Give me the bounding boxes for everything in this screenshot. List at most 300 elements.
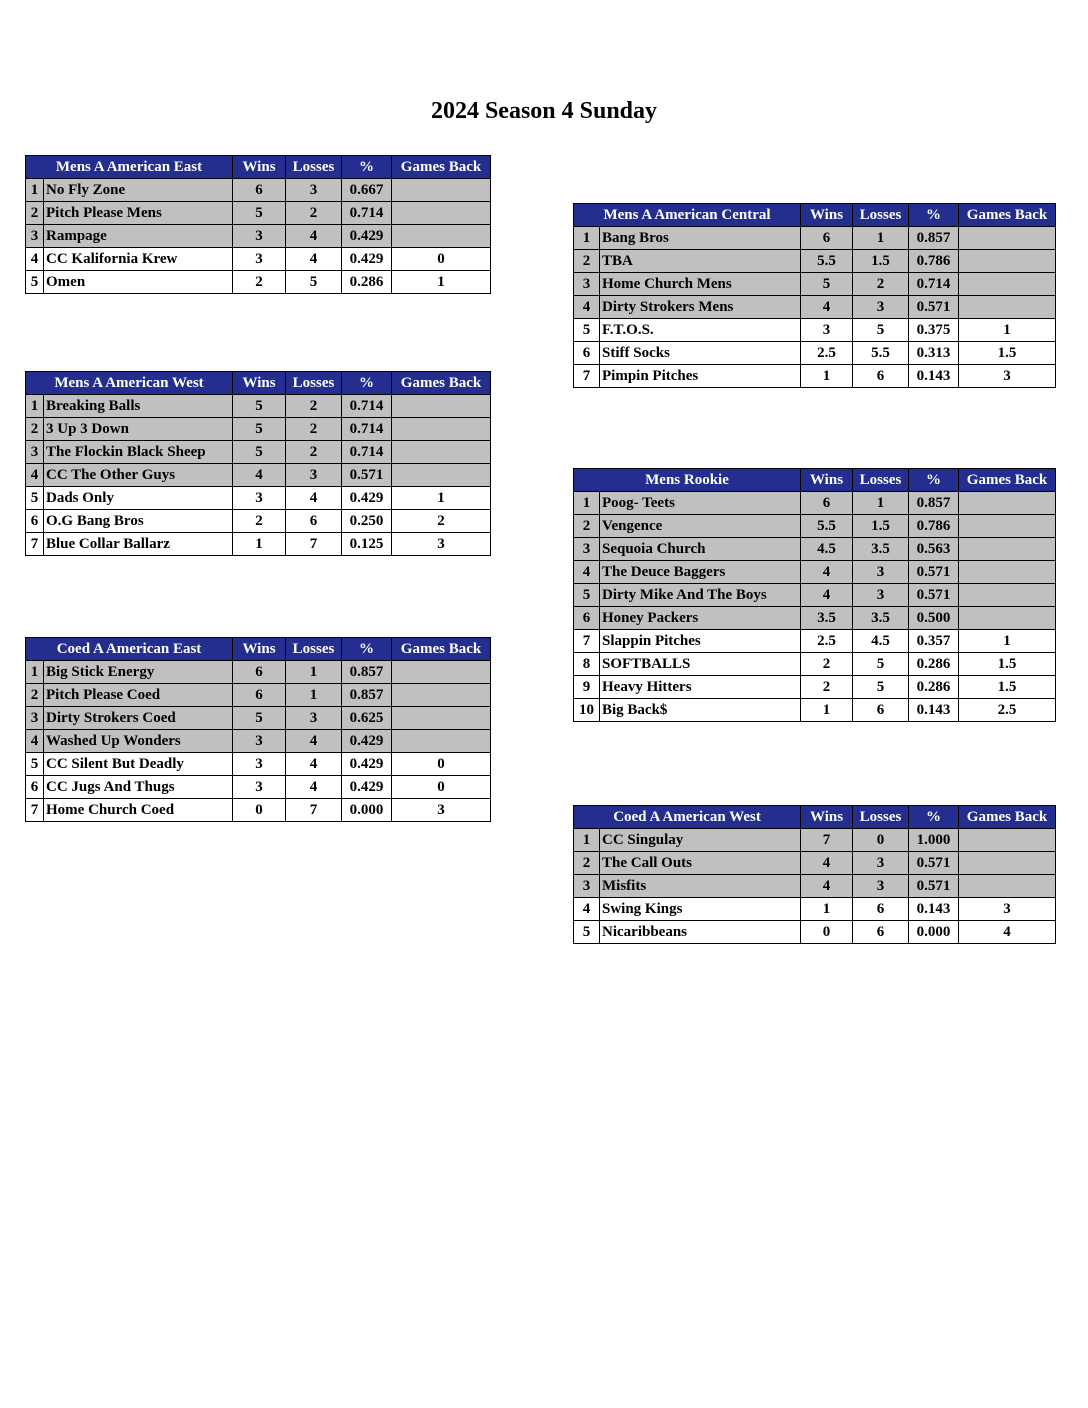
rank-cell: 5 [574, 921, 600, 944]
team-name-cell: SOFTBALLS [600, 653, 801, 676]
rank-cell: 3 [574, 273, 600, 296]
team-name-cell: Breaking Balls [44, 395, 233, 418]
pct-cell: 0.571 [909, 875, 959, 898]
team-name-cell: Slappin Pitches [600, 630, 801, 653]
team-row [574, 852, 1056, 875]
losses-cell: 1.5 [853, 250, 909, 273]
games-back-cell: 1.5 [959, 653, 1056, 676]
rank-cell: 2 [574, 515, 600, 538]
losses-cell: 5.5 [853, 342, 909, 365]
pct-cell: 0.786 [909, 250, 959, 273]
wins-cell: 3 [233, 730, 286, 753]
wins-cell: 3 [801, 319, 853, 342]
team-name-cell: Dads Only [44, 487, 233, 510]
pct-cell: 0.714 [342, 395, 392, 418]
standings-table-mens-a-american-west [25, 371, 491, 556]
team-row [574, 492, 1056, 515]
losses-cell: 1 [286, 661, 342, 684]
pct-cell: 0.286 [909, 676, 959, 699]
pct-cell: 0.313 [909, 342, 959, 365]
wins-cell: 1 [801, 898, 853, 921]
wins-cell: 1 [801, 365, 853, 388]
team-row [574, 875, 1056, 898]
page-title: 2024 Season 4 Sunday [430, 98, 658, 124]
pct-cell: 0.000 [342, 799, 392, 822]
losses-cell: 1 [286, 684, 342, 707]
rank-cell: 8 [574, 653, 600, 676]
table-title: Mens A American East [26, 156, 233, 179]
wins-cell: 5.5 [801, 515, 853, 538]
losses-cell: 3.5 [853, 607, 909, 630]
games-back-cell [392, 225, 491, 248]
rank-cell: 2 [26, 418, 44, 441]
table-title: Mens A American West [26, 372, 233, 395]
team-row [574, 365, 1056, 388]
team-name-cell: Vengence [600, 515, 801, 538]
team-name-cell: Rampage [44, 225, 233, 248]
column-header: Games Back [959, 469, 1056, 492]
rank-cell: 4 [26, 248, 44, 271]
column-header: Losses [853, 469, 909, 492]
games-back-cell [392, 464, 491, 487]
pct-cell: 0.000 [909, 921, 959, 944]
pct-cell: 0.857 [342, 661, 392, 684]
team-row [574, 607, 1056, 630]
losses-cell: 3 [853, 584, 909, 607]
wins-cell: 0 [233, 799, 286, 822]
team-name-cell: Bang Bros [600, 227, 801, 250]
games-back-cell: 0 [392, 248, 491, 271]
team-row [26, 487, 491, 510]
team-row [26, 661, 491, 684]
team-row [574, 676, 1056, 699]
pct-cell: 0.714 [909, 273, 959, 296]
team-name-cell: The Deuce Baggers [600, 561, 801, 584]
losses-cell: 3 [286, 707, 342, 730]
losses-cell: 1.5 [853, 515, 909, 538]
losses-cell: 4 [286, 487, 342, 510]
team-row [574, 898, 1056, 921]
pct-cell: 1.000 [909, 829, 959, 852]
rank-cell: 7 [26, 533, 44, 556]
team-name-cell: Pitch Please Mens [44, 202, 233, 225]
team-name-cell: 3 Up 3 Down [44, 418, 233, 441]
pct-cell: 0.571 [909, 852, 959, 875]
pct-cell: 0.143 [909, 898, 959, 921]
wins-cell: 5 [233, 418, 286, 441]
wins-cell: 2 [233, 271, 286, 294]
team-row [26, 441, 491, 464]
standings-table-coed-a-american-east [25, 637, 491, 822]
column-header: Losses [853, 806, 909, 829]
rank-cell: 1 [26, 179, 44, 202]
games-back-cell: 3 [392, 533, 491, 556]
pct-cell: 0.375 [909, 319, 959, 342]
rank-cell: 6 [574, 342, 600, 365]
team-name-cell: Stiff Socks [600, 342, 801, 365]
games-back-cell: 0 [392, 753, 491, 776]
rank-cell: 5 [574, 319, 600, 342]
team-name-cell: Misfits [600, 875, 801, 898]
rank-cell: 2 [26, 684, 44, 707]
losses-cell: 3 [853, 296, 909, 319]
wins-cell: 5 [233, 441, 286, 464]
team-name-cell: Omen [44, 271, 233, 294]
table-header-row [26, 372, 491, 395]
wins-cell: 2 [801, 676, 853, 699]
rank-cell: 7 [26, 799, 44, 822]
games-back-cell [959, 561, 1056, 584]
team-row [574, 273, 1056, 296]
team-name-cell: The Flockin Black Sheep [44, 441, 233, 464]
team-row [26, 179, 491, 202]
team-row [574, 227, 1056, 250]
table-header-row [574, 469, 1056, 492]
losses-cell: 6 [853, 699, 909, 722]
pct-cell: 0.571 [909, 296, 959, 319]
losses-cell: 7 [286, 799, 342, 822]
rank-cell: 4 [574, 296, 600, 319]
games-back-cell [392, 418, 491, 441]
pct-cell: 0.714 [342, 441, 392, 464]
team-row [26, 684, 491, 707]
team-row [26, 510, 491, 533]
pct-cell: 0.286 [342, 271, 392, 294]
team-name-cell: Poog- Teets [600, 492, 801, 515]
wins-cell: 6 [233, 179, 286, 202]
wins-cell: 3 [233, 248, 286, 271]
wins-cell: 7 [801, 829, 853, 852]
games-back-cell: 4 [959, 921, 1056, 944]
team-row [574, 250, 1056, 273]
losses-cell: 2 [286, 441, 342, 464]
losses-cell: 5 [853, 653, 909, 676]
team-name-cell: Honey Packers [600, 607, 801, 630]
games-back-cell [959, 538, 1056, 561]
team-name-cell: Nicaribbeans [600, 921, 801, 944]
team-row [574, 653, 1056, 676]
rank-cell: 3 [26, 441, 44, 464]
team-name-cell: Home Church Mens [600, 273, 801, 296]
wins-cell: 6 [233, 661, 286, 684]
column-header: % [342, 156, 392, 179]
rank-cell: 1 [26, 661, 44, 684]
games-back-cell [959, 852, 1056, 875]
team-row [26, 464, 491, 487]
team-row [26, 753, 491, 776]
rank-cell: 3 [574, 875, 600, 898]
team-row [574, 515, 1056, 538]
wins-cell: 4 [801, 561, 853, 584]
rank-cell: 10 [574, 699, 600, 722]
column-header: Games Back [392, 638, 491, 661]
wins-cell: 3 [233, 487, 286, 510]
losses-cell: 4 [286, 248, 342, 271]
rank-cell: 2 [26, 202, 44, 225]
games-back-cell [959, 829, 1056, 852]
rank-cell: 3 [26, 225, 44, 248]
wins-cell: 6 [801, 227, 853, 250]
pct-cell: 0.857 [909, 492, 959, 515]
rank-cell: 9 [574, 676, 600, 699]
games-back-cell: 1 [959, 630, 1056, 653]
team-row [574, 342, 1056, 365]
rank-cell: 2 [574, 250, 600, 273]
team-row [26, 395, 491, 418]
games-back-cell: 0 [392, 776, 491, 799]
column-header: Losses [853, 204, 909, 227]
games-back-cell [959, 515, 1056, 538]
wins-cell: 0 [801, 921, 853, 944]
games-back-cell [959, 273, 1056, 296]
team-name-cell: F.T.O.S. [600, 319, 801, 342]
team-row [574, 538, 1056, 561]
wins-cell: 6 [233, 684, 286, 707]
rank-cell: 7 [574, 365, 600, 388]
losses-cell: 3 [853, 852, 909, 875]
rank-cell: 5 [26, 271, 44, 294]
table-title: Mens A American Central [574, 204, 801, 227]
team-name-cell: CC Singulay [600, 829, 801, 852]
column-header: Games Back [959, 204, 1056, 227]
team-name-cell: Big Back$ [600, 699, 801, 722]
games-back-cell [392, 661, 491, 684]
losses-cell: 3 [853, 561, 909, 584]
wins-cell: 4.5 [801, 538, 853, 561]
rank-cell: 1 [574, 227, 600, 250]
wins-cell: 3 [233, 753, 286, 776]
losses-cell: 0 [853, 829, 909, 852]
wins-cell: 3 [233, 225, 286, 248]
games-back-cell [959, 607, 1056, 630]
games-back-cell [392, 684, 491, 707]
wins-cell: 2.5 [801, 630, 853, 653]
losses-cell: 2 [286, 418, 342, 441]
pct-cell: 0.714 [342, 202, 392, 225]
column-header: Games Back [392, 372, 491, 395]
losses-cell: 5 [853, 676, 909, 699]
losses-cell: 6 [853, 921, 909, 944]
losses-cell: 2 [286, 395, 342, 418]
table-header-row [574, 204, 1056, 227]
wins-cell: 6 [801, 492, 853, 515]
games-back-cell [392, 441, 491, 464]
games-back-cell [959, 250, 1056, 273]
team-name-cell: CC The Other Guys [44, 464, 233, 487]
games-back-cell [392, 202, 491, 225]
pct-cell: 0.357 [909, 630, 959, 653]
losses-cell: 3 [286, 179, 342, 202]
pct-cell: 0.857 [342, 684, 392, 707]
standings-table-mens-rookie [573, 468, 1056, 722]
pct-cell: 0.143 [909, 699, 959, 722]
pct-cell: 0.286 [909, 653, 959, 676]
table-header-row [26, 638, 491, 661]
pct-cell: 0.857 [909, 227, 959, 250]
wins-cell: 1 [233, 533, 286, 556]
team-row [26, 271, 491, 294]
wins-cell: 5.5 [801, 250, 853, 273]
pct-cell: 0.429 [342, 730, 392, 753]
pct-cell: 0.625 [342, 707, 392, 730]
table-title: Coed A American East [26, 638, 233, 661]
wins-cell: 2.5 [801, 342, 853, 365]
losses-cell: 4 [286, 776, 342, 799]
losses-cell: 1 [853, 227, 909, 250]
games-back-cell [959, 584, 1056, 607]
column-header: Wins [801, 806, 853, 829]
losses-cell: 6 [853, 898, 909, 921]
wins-cell: 3.5 [801, 607, 853, 630]
team-row [574, 921, 1056, 944]
pct-cell: 0.714 [342, 418, 392, 441]
team-row [574, 829, 1056, 852]
games-back-cell [392, 179, 491, 202]
losses-cell: 3.5 [853, 538, 909, 561]
team-row [26, 776, 491, 799]
team-name-cell: CC Kalifornia Krew [44, 248, 233, 271]
standings-table-mens-a-american-central [573, 203, 1056, 388]
team-row [574, 561, 1056, 584]
games-back-cell: 3 [392, 799, 491, 822]
rank-cell: 3 [574, 538, 600, 561]
games-back-cell: 2 [392, 510, 491, 533]
pct-cell: 0.571 [909, 561, 959, 584]
table-header-row [574, 806, 1056, 829]
pct-cell: 0.429 [342, 225, 392, 248]
table-title: Mens Rookie [574, 469, 801, 492]
losses-cell: 4 [286, 753, 342, 776]
pct-cell: 0.500 [909, 607, 959, 630]
pct-cell: 0.429 [342, 248, 392, 271]
column-header: % [909, 204, 959, 227]
rank-cell: 7 [574, 630, 600, 653]
losses-cell: 6 [286, 510, 342, 533]
games-back-cell [959, 492, 1056, 515]
wins-cell: 3 [233, 776, 286, 799]
games-back-cell: 1.5 [959, 342, 1056, 365]
games-back-cell: 1.5 [959, 676, 1056, 699]
team-row [26, 707, 491, 730]
pct-cell: 0.571 [342, 464, 392, 487]
team-name-cell: Swing Kings [600, 898, 801, 921]
team-name-cell: Dirty Mike And The Boys [600, 584, 801, 607]
team-name-cell: TBA [600, 250, 801, 273]
team-name-cell: CC Jugs And Thugs [44, 776, 233, 799]
wins-cell: 2 [801, 653, 853, 676]
pct-cell: 0.125 [342, 533, 392, 556]
rank-cell: 5 [26, 753, 44, 776]
team-name-cell: Pimpin Pitches [600, 365, 801, 388]
games-back-cell: 1 [959, 319, 1056, 342]
team-name-cell: Dirty Strokers Coed [44, 707, 233, 730]
pct-cell: 0.563 [909, 538, 959, 561]
wins-cell: 5 [233, 202, 286, 225]
rank-cell: 1 [26, 395, 44, 418]
games-back-cell [392, 707, 491, 730]
rank-cell: 4 [574, 561, 600, 584]
column-header: Games Back [392, 156, 491, 179]
wins-cell: 4 [801, 584, 853, 607]
column-header: % [909, 806, 959, 829]
rank-cell: 1 [574, 829, 600, 852]
wins-cell: 4 [801, 852, 853, 875]
pct-cell: 0.571 [909, 584, 959, 607]
losses-cell: 7 [286, 533, 342, 556]
column-header: Losses [286, 156, 342, 179]
wins-cell: 4 [233, 464, 286, 487]
team-name-cell: Big Stick Energy [44, 661, 233, 684]
pct-cell: 0.143 [909, 365, 959, 388]
team-name-cell: No Fly Zone [44, 179, 233, 202]
wins-cell: 5 [233, 395, 286, 418]
losses-cell: 4 [286, 730, 342, 753]
column-header: Wins [801, 469, 853, 492]
games-back-cell [959, 875, 1056, 898]
column-header: Wins [233, 372, 286, 395]
games-back-cell: 3 [959, 898, 1056, 921]
team-row [574, 319, 1056, 342]
losses-cell: 4 [286, 225, 342, 248]
column-header: % [909, 469, 959, 492]
team-name-cell: Sequoia Church [600, 538, 801, 561]
table-header-row [26, 156, 491, 179]
team-row [574, 699, 1056, 722]
column-header: % [342, 372, 392, 395]
team-name-cell: CC Silent But Deadly [44, 753, 233, 776]
rank-cell: 4 [26, 464, 44, 487]
losses-cell: 1 [853, 492, 909, 515]
losses-cell: 5 [853, 319, 909, 342]
losses-cell: 5 [286, 271, 342, 294]
games-back-cell [959, 227, 1056, 250]
column-header: Losses [286, 372, 342, 395]
team-name-cell: Home Church Coed [44, 799, 233, 822]
column-header: % [342, 638, 392, 661]
table-title: Coed A American West [574, 806, 801, 829]
rank-cell: 6 [574, 607, 600, 630]
column-header: Games Back [959, 806, 1056, 829]
wins-cell: 5 [233, 707, 286, 730]
standings-table-coed-a-american-west [573, 805, 1056, 944]
team-name-cell: Washed Up Wonders [44, 730, 233, 753]
wins-cell: 1 [801, 699, 853, 722]
wins-cell: 2 [233, 510, 286, 533]
games-back-cell [959, 296, 1056, 319]
losses-cell: 4.5 [853, 630, 909, 653]
games-back-cell: 3 [959, 365, 1056, 388]
games-back-cell [392, 395, 491, 418]
rank-cell: 1 [574, 492, 600, 515]
team-name-cell: O.G Bang Bros [44, 510, 233, 533]
games-back-cell: 1 [392, 271, 491, 294]
rank-cell: 6 [26, 510, 44, 533]
losses-cell: 3 [853, 875, 909, 898]
games-back-cell [392, 730, 491, 753]
rank-cell: 4 [26, 730, 44, 753]
column-header: Wins [801, 204, 853, 227]
pct-cell: 0.429 [342, 487, 392, 510]
team-row [26, 799, 491, 822]
rank-cell: 6 [26, 776, 44, 799]
team-row [26, 730, 491, 753]
losses-cell: 2 [853, 273, 909, 296]
wins-cell: 4 [801, 296, 853, 319]
team-row [26, 418, 491, 441]
team-name-cell: Dirty Strokers Mens [600, 296, 801, 319]
rank-cell: 2 [574, 852, 600, 875]
team-name-cell: Heavy Hitters [600, 676, 801, 699]
